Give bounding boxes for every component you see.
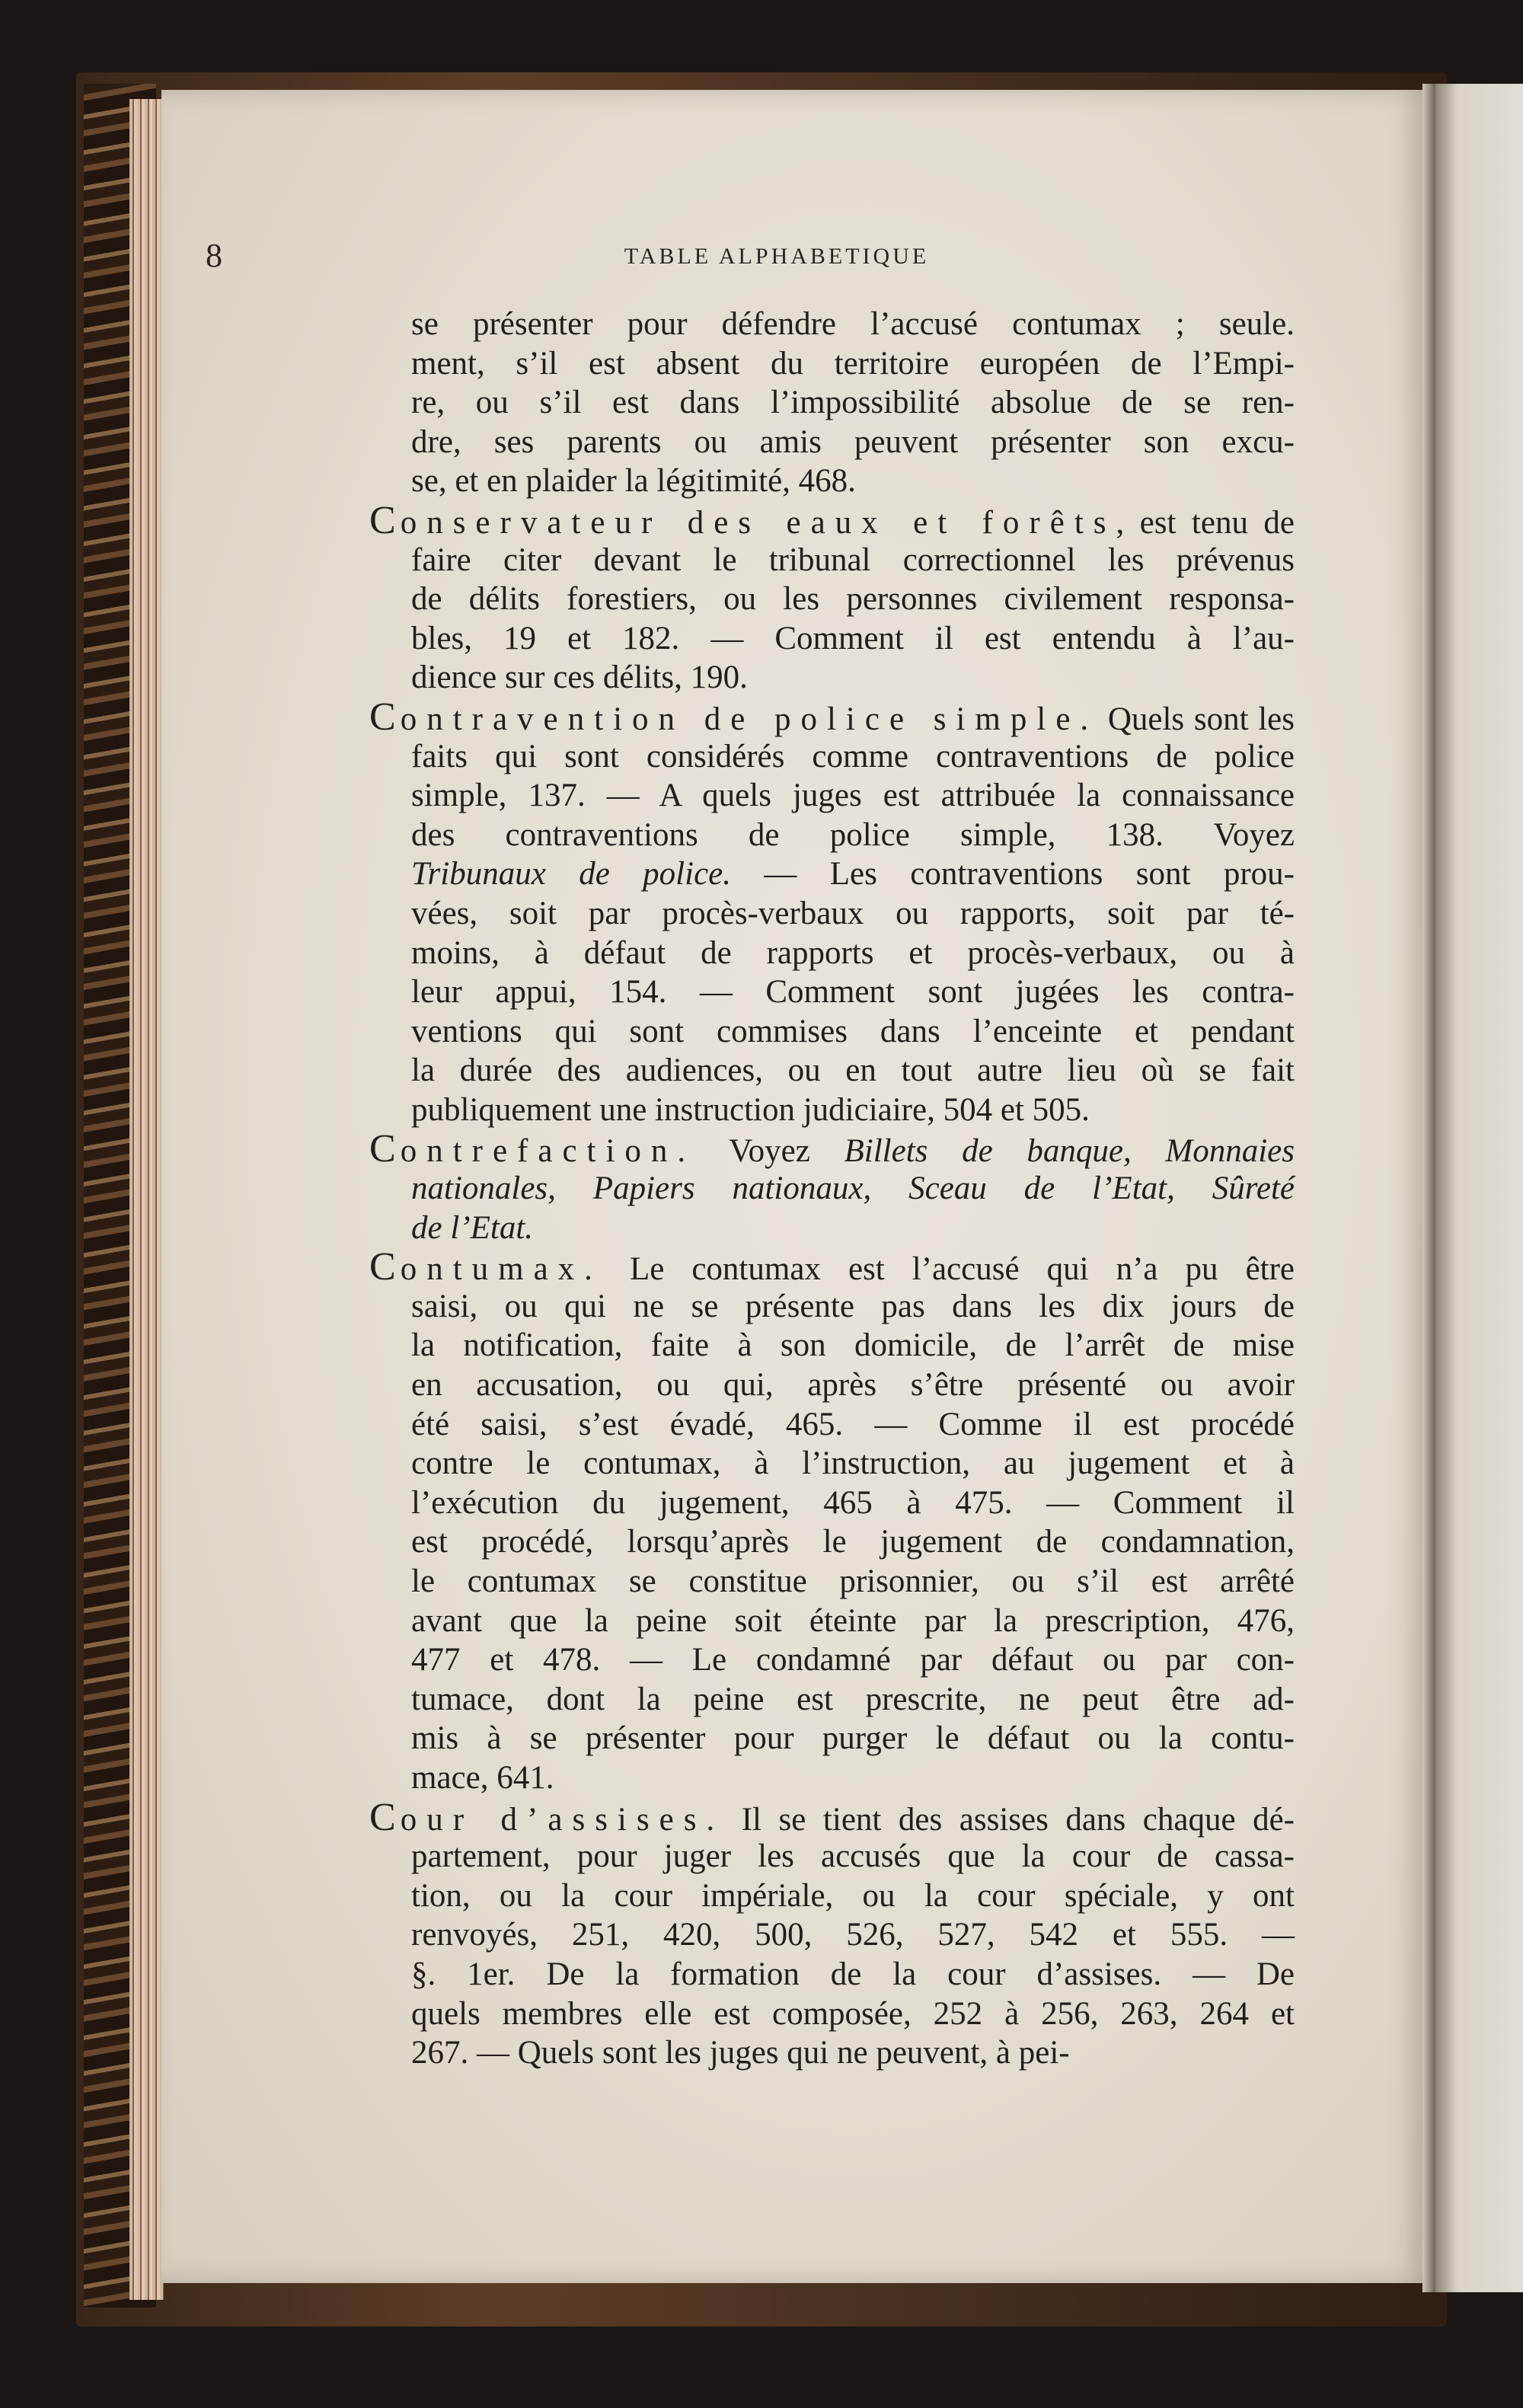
entry-text: mace, 641.	[411, 1759, 554, 1796]
text-line	[369, 1758, 1295, 1798]
text-line	[369, 1169, 1295, 1209]
text-line	[369, 344, 1295, 384]
entry-text: faire citer devant le tribunal correctionnel les prévenus	[411, 541, 1295, 578]
text-line	[369, 580, 1295, 619]
entry-text: tion, ou la cour impériale, ou la cour spéciale, y ont	[411, 1877, 1295, 1914]
entry-text: la notification, faite à son domicile, de l’arrêt de mise	[411, 1327, 1295, 1364]
text-line	[369, 498, 1295, 542]
entry-text: Il se tient des assises dans chaque dé-	[724, 1801, 1295, 1838]
entry-text: ment, s’il est absent du territoire européen de l’Empi-	[411, 345, 1295, 382]
entry-text: publiquement une instruction judiciaire, 504 et 505.	[411, 1091, 1090, 1128]
text-line	[369, 1680, 1295, 1720]
text-line	[369, 461, 1295, 501]
text-line	[369, 1405, 1295, 1445]
cross-reference: Billets de banque, Monnaies	[844, 1133, 1295, 1170]
text-line	[369, 1795, 1295, 1839]
text-line	[369, 1955, 1295, 1994]
entry-headword: Contumax.	[369, 1245, 602, 1289]
entry-text: mis à se présenter pour purger le défaut ou la contu-	[411, 1720, 1295, 1757]
entry-text: est procédé, lorsqu’après le jugement de condamnation,	[411, 1524, 1295, 1560]
entry-text: le contumax se constitue prisonnier, ou s’il est arrêté	[411, 1563, 1295, 1599]
index-entry	[369, 1129, 1295, 1247]
entry-text: se, et en plaider la légitimité, 468.	[411, 463, 856, 500]
entry-text: été saisi, s’est évadé, 465. — Comme il est procédé	[411, 1406, 1295, 1442]
entry-text: re, ou s’il est dans l’impossibilité absolue de se ren-	[411, 385, 1295, 421]
text-line	[369, 2033, 1295, 2073]
text-line	[369, 854, 1295, 894]
index-text	[369, 305, 1295, 2073]
entry-text: simple, 137. — A quels juges est attribuée la connaissance	[411, 778, 1295, 814]
entry-text: la durée des audiences, ou en tout autre lieu où se fait	[411, 1052, 1295, 1089]
text-line	[369, 1837, 1295, 1876]
entry-text: , est tenu de	[1116, 504, 1295, 541]
text-line	[369, 695, 1295, 739]
text-line	[369, 1915, 1295, 1955]
entry-text: partement, pour juger les accusés que la cour de cassa-	[411, 1838, 1295, 1875]
cross-reference: de l’Etat.	[411, 1209, 534, 1246]
entry-text: faits qui sont considérés comme contraventions de police	[411, 738, 1295, 774]
entry-text: des contraventions de police simple, 138. Voyez	[411, 816, 1295, 853]
text-line	[369, 1719, 1295, 1758]
entry-headword: Contrefaction.	[369, 1127, 696, 1171]
entry-text: bles, 19 et 182. — Comment il est entendu à l’au-	[411, 620, 1295, 656]
entry-headword: Conservateur des eaux et forêts	[369, 498, 1116, 542]
entry-text: de délits forestiers, ou les personnes civilement responsa-	[411, 581, 1295, 618]
entry-text: 477 et 478. — Le condamné par défaut ou par con-	[411, 1642, 1295, 1678]
text-line	[369, 1876, 1295, 1916]
text-line	[369, 541, 1295, 580]
entry-text: en accusation, ou qui, après s’être présenté ou avoir	[411, 1367, 1295, 1404]
text-line	[369, 1640, 1295, 1680]
entry-text: saisi, ou qui ne se présente pas dans les dix jours de	[411, 1288, 1295, 1324]
text-line	[369, 423, 1295, 462]
entry-text: Le contumax est l’accusé qui n’a pu être	[602, 1251, 1295, 1288]
entry-text: Quels sont les	[1098, 701, 1295, 737]
entry-text: avant que la peine soit éteinte par la prescription, 476,	[411, 1602, 1295, 1639]
text-line	[369, 658, 1295, 698]
text-line	[369, 894, 1295, 934]
text-line	[369, 1326, 1295, 1365]
text-line	[369, 1444, 1295, 1483]
entry-text: moins, à défaut de rapports et procès-verbaux, ou à	[411, 934, 1295, 971]
entry-text: vées, soit par procès-verbaux ou rapports, soit par té-	[411, 895, 1295, 931]
entry-text: dre, ses parents ou amis peuvent présenter son excu-	[411, 423, 1295, 460]
index-entry	[369, 305, 1295, 501]
entry-text: dience sur ces délits, 190.	[411, 659, 748, 696]
entry-text: contre le contumax, à l’instruction, au jugement et à	[411, 1445, 1295, 1482]
text-line	[369, 1365, 1295, 1405]
text-line	[369, 1602, 1295, 1641]
text-line	[369, 1483, 1295, 1523]
entry-text: — Les contraventions sont prou-	[731, 856, 1295, 893]
entry-text: §. 1er. De la formation de la cour d’assises. — De	[411, 1956, 1295, 1992]
text-line	[369, 816, 1295, 855]
facing-page-edge	[1435, 84, 1523, 2292]
text-line	[369, 934, 1295, 973]
text-line	[369, 1091, 1295, 1130]
entry-text: renvoyés, 251, 420, 500, 526, 527, 542 et 555. —	[411, 1917, 1295, 1953]
text-line	[369, 1562, 1295, 1602]
entry-text: l’exécution du jugement, 465 à 475. — Comment il	[411, 1484, 1295, 1521]
text-line	[369, 383, 1295, 423]
text-line	[369, 1994, 1295, 2034]
entry-text: ventions qui sont commises dans l’enceinte et pendant	[411, 1013, 1295, 1049]
index-entry	[369, 1795, 1295, 2073]
entry-text: leur appui, 154. — Comment sont jugées les contra-	[411, 974, 1295, 1011]
cross-reference: nationales, Papiers nationaux, Sceau de l’Etat, Sûreté	[411, 1170, 1295, 1207]
running-title: TABLE ALPHABETIQUE	[624, 244, 930, 269]
text-line	[369, 1287, 1295, 1327]
entry-headword: Cour d’assises.	[369, 1795, 725, 1839]
page-number: 8	[206, 237, 222, 274]
text-line	[369, 619, 1295, 659]
running-header	[0, 236, 1523, 282]
entry-text: quels membres elle est composée, 252 à 256, 263, 264 et	[411, 1995, 1295, 2032]
text-line	[369, 1247, 1295, 1287]
index-entry	[369, 695, 1295, 1130]
index-entry	[369, 498, 1295, 698]
index-entry	[369, 1247, 1295, 1797]
text-line	[369, 305, 1295, 344]
text-line	[369, 1129, 1295, 1169]
text-line	[369, 1051, 1295, 1091]
text-line	[369, 1012, 1295, 1052]
text-line	[369, 1209, 1295, 1248]
entry-text: 267. — Quels sont les juges qui ne peuvent, à pei-	[411, 2035, 1070, 2071]
entry-text: tumace, dont la peine est prescrite, ne peut être ad-	[411, 1681, 1295, 1717]
text-line	[369, 737, 1295, 777]
cross-reference: Tribunaux de police.	[411, 856, 731, 893]
entry-headword: Contravention de police simple.	[369, 695, 1099, 739]
entry-text: se présenter pour défendre l’accusé contumax ; seule.	[411, 306, 1295, 342]
text-line	[369, 1522, 1295, 1562]
text-line	[369, 972, 1295, 1012]
page-edges	[129, 99, 164, 2300]
entry-text: Voyez	[695, 1133, 845, 1170]
text-line	[369, 776, 1295, 816]
